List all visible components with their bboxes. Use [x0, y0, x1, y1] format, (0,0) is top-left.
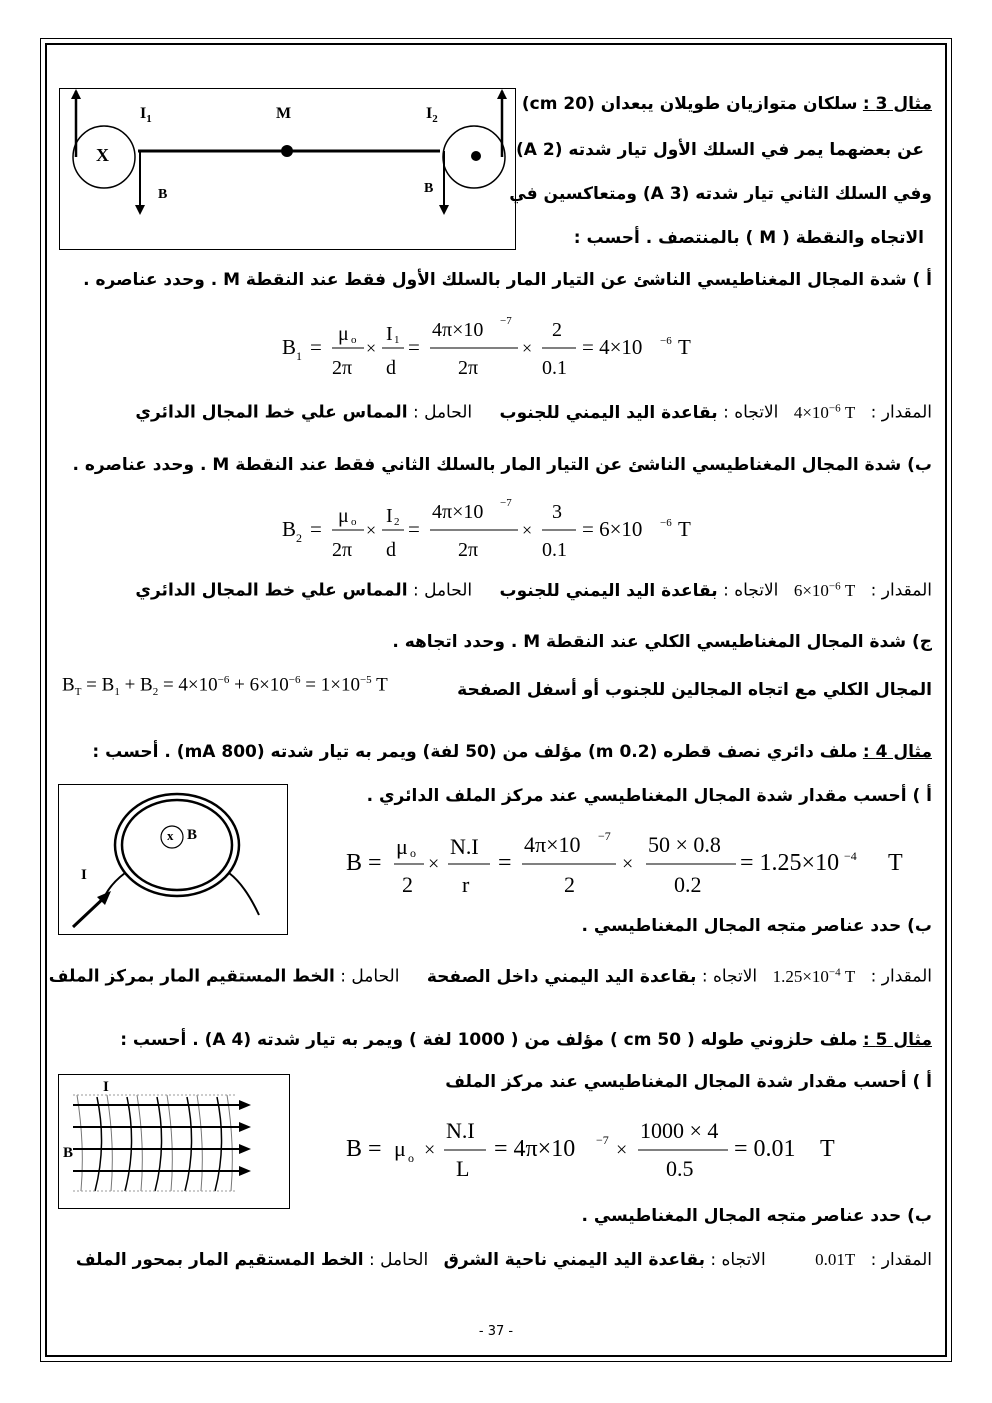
circular-coil-figure	[59, 785, 287, 934]
direction-label: الاتجاه :	[723, 580, 779, 601]
current-label: I	[81, 867, 87, 883]
current-label: I	[103, 1079, 109, 1095]
svg-text:o: o	[351, 334, 357, 346]
equation-b1	[280, 312, 710, 380]
equation-circular-coil	[344, 826, 914, 902]
svg-text:o: o	[351, 516, 357, 528]
svg-text:μ: μ	[338, 505, 349, 527]
svg-text:I: I	[386, 505, 393, 527]
svg-text:r: r	[462, 872, 470, 897]
svg-text:×: ×	[522, 520, 533, 540]
ex3-question-b: ب) شدة المجال المغناطيسي الناشئ عن التيار المار بالسلك الثاني فقط عند النقطة M . وحدد عناصره .	[72, 455, 932, 475]
svg-text:4π×10: 4π×10	[432, 501, 484, 523]
svg-text:T: T	[678, 517, 691, 541]
direction-value: بقاعدة اليد اليمني ناحية الشرق	[443, 1250, 705, 1270]
svg-text:1000 × 4: 1000 × 4	[640, 1118, 719, 1143]
ex5-title: مثال 5 :	[862, 1030, 932, 1050]
parallel-wires-diagram	[59, 88, 516, 250]
magnitude-value: 0.01T	[815, 1250, 856, 1269]
svg-text:−6: −6	[660, 335, 672, 347]
svg-text:d: d	[386, 357, 396, 379]
svg-text:1: 1	[296, 349, 302, 363]
svg-text:1: 1	[394, 334, 400, 346]
svg-text:o: o	[408, 1151, 414, 1165]
svg-text:×: ×	[424, 1139, 436, 1161]
carrier-label: الحامل :	[369, 1250, 429, 1270]
svg-text:B: B	[282, 517, 297, 541]
direction-label: الاتجاه :	[710, 1250, 766, 1270]
svg-text:50 × 0.8: 50 × 0.8	[648, 832, 721, 857]
svg-text:0.1: 0.1	[542, 539, 567, 561]
total-field-direction: المجال الكلي مع اتجاه المجالين للجنوب أو أسفل الصفحة	[457, 680, 932, 700]
svg-text:0.5: 0.5	[666, 1156, 694, 1181]
svg-text:=: =	[408, 517, 420, 541]
into-page-label: X	[96, 145, 109, 165]
current-label-i1: $I_1$	[140, 105, 152, 126]
svg-text:=: =	[408, 335, 420, 359]
ex3-answer-a	[135, 402, 932, 423]
svg-text:= 6×10: = 6×10	[582, 517, 643, 541]
ex3-intro-3: وفي السلك الثاني تيار شدته (3 A) ومتعاكسين في	[509, 184, 932, 204]
ex5-question-b: ب) حدد عناصر متجه المجال المغناطيسي .	[581, 1206, 932, 1226]
carrier-value: الخط المستقيم المار بمحور الملف	[75, 1250, 364, 1270]
magnitude-label: المقدار :	[870, 1250, 932, 1270]
svg-text:2π: 2π	[332, 357, 353, 379]
svg-text:N.I: N.I	[450, 834, 479, 859]
svg-text:2: 2	[296, 531, 302, 545]
svg-text:×: ×	[428, 853, 440, 875]
ex4-question-b: ب) حدد عناصر متجه المجال المغناطيسي .	[581, 916, 932, 936]
svg-text:= 0.01: = 0.01	[734, 1136, 796, 1162]
ex3-line1	[522, 94, 932, 114]
svg-text:μ: μ	[394, 1136, 406, 1161]
svg-text:d: d	[386, 539, 396, 561]
ex3-question-a: أ ) شدة المجال المغناطيسي الناشئ عن التيار المار بالسلك الأول فقط عند النقطة M . وحدد عناصره .	[83, 270, 932, 290]
ex3-intro-4: الاتجاه والنقطة ( M ) بالمنتصف . أحسب :	[573, 228, 924, 248]
direction-value: بقاعدة اليد اليمني داخل الصفحة	[426, 966, 697, 987]
svg-text:−7: −7	[500, 315, 512, 327]
svg-text:−7: −7	[596, 1133, 609, 1147]
svg-text:4π×10: 4π×10	[524, 832, 581, 857]
magnitude-label: المقدار :	[870, 966, 932, 987]
svg-text:o: o	[410, 846, 416, 860]
carrier-value: الخط المستقيم المار بمركز الملف	[48, 966, 335, 987]
carrier-value: المماس علي خط المجال الدائري	[135, 402, 408, 423]
svg-text:2: 2	[564, 872, 575, 897]
ex4-question-a: أ ) أحسب مقدار شدة المجال المغناطيسي عند مركز الملف الدائري .	[366, 786, 932, 806]
ex5-answer	[76, 1250, 932, 1270]
svg-text:=: =	[310, 335, 322, 359]
svg-text:−4: −4	[844, 849, 857, 863]
svg-text:−7: −7	[598, 829, 611, 843]
ex4-intro: ملف دائري نصف قطره (0.2 m) مؤلف من (50 لفة) ويمر به تيار شدته (800 mA) . أحسب :	[92, 742, 858, 762]
svg-text:2π: 2π	[332, 539, 353, 561]
svg-text:μ: μ	[338, 323, 349, 345]
ex3-intro-2: عن بعضهما يمر في السلك الأول تيار شدته (2 A)	[516, 140, 924, 160]
magnitude-value: $4\times 10^{-6}$ T	[793, 402, 856, 422]
page-number: - 37 -	[478, 1324, 514, 1339]
direction-value: بقاعدة اليد اليمني للجنوب	[499, 402, 718, 423]
ex3-question-c: ج) شدة المجال المغناطيسي الكلي عند النقطة M . وحدد اتجاهه .	[392, 632, 932, 652]
into-page-symbol: x	[167, 828, 174, 843]
ex4-title: مثال 4 :	[862, 742, 932, 762]
magnitude-label: المقدار :	[870, 580, 932, 601]
svg-text:B: B	[282, 335, 297, 359]
magnitude-value: $1.25\times 10^{-4}$ T	[772, 966, 856, 986]
equation-total: $B_T = B_1 + B_2 = 4\times 10^{-6} + 6\times 10^{-6} = 1\times 10^{-5}$ T	[62, 674, 388, 699]
svg-text:2π: 2π	[458, 539, 479, 561]
carrier-label: الحامل :	[412, 580, 473, 601]
solenoid-diagram	[58, 1074, 290, 1209]
ex4-answer	[49, 966, 932, 987]
svg-text:3: 3	[552, 501, 562, 523]
svg-text:×: ×	[522, 338, 533, 358]
svg-text:=: =	[498, 850, 512, 876]
svg-text:=: =	[310, 517, 322, 541]
svg-text:= 4π×10: = 4π×10	[494, 1136, 576, 1162]
svg-text:T: T	[820, 1136, 835, 1162]
svg-text:2: 2	[394, 516, 400, 528]
carrier-label: الحامل :	[340, 966, 400, 987]
svg-text:×: ×	[366, 520, 377, 540]
carrier-value: المماس علي خط المجال الدائري	[135, 580, 408, 601]
svg-text:−7: −7	[500, 497, 512, 509]
svg-text:B =: B =	[346, 1136, 382, 1162]
svg-text:L: L	[456, 1156, 470, 1181]
svg-text:0.2: 0.2	[674, 872, 702, 897]
svg-text:×: ×	[366, 338, 377, 358]
direction-value: بقاعدة اليد اليمني للجنوب	[499, 580, 718, 601]
field-label-left: B	[158, 187, 168, 202]
magnitude-label: المقدار :	[870, 402, 932, 423]
direction-label: الاتجاه :	[701, 966, 758, 987]
svg-text:I: I	[386, 323, 393, 345]
current-label-i2: $I_2$	[426, 105, 438, 126]
svg-text:T: T	[678, 335, 691, 359]
field-label: B	[63, 1145, 74, 1161]
svg-text:2: 2	[552, 319, 562, 341]
svg-text:×: ×	[616, 1139, 628, 1161]
magnitude-value: $6\times 10^{-6}$ T	[793, 580, 856, 600]
svg-text:0.1: 0.1	[542, 357, 567, 379]
circular-coil-diagram	[58, 784, 288, 935]
direction-label: الاتجاه :	[723, 402, 779, 423]
field-label-right: B	[424, 181, 434, 196]
point-label-m: M	[276, 105, 292, 122]
carrier-label: الحامل :	[412, 402, 473, 423]
svg-text:−6: −6	[660, 517, 672, 529]
svg-text:= 1.25×10: = 1.25×10	[740, 850, 840, 876]
field-label: B	[187, 827, 198, 843]
svg-text:2: 2	[402, 872, 413, 897]
ex3-answer-b	[135, 580, 932, 601]
equation-solenoid	[344, 1112, 844, 1188]
svg-text:4π×10: 4π×10	[432, 319, 484, 341]
svg-text:N.I: N.I	[446, 1118, 475, 1143]
svg-text:2π: 2π	[458, 357, 479, 379]
ex5-question-a: أ ) أحسب مقدار شدة المجال المغناطيسي عند مركز الملف	[445, 1072, 932, 1092]
svg-text:μ: μ	[396, 834, 408, 859]
svg-text:B =: B =	[346, 850, 382, 876]
equation-b2	[280, 494, 710, 562]
ex5-intro: ملف حلزوني طوله ( 50 cm ) مؤلف من ( 1000 لفة ) ويمر به تيار شدته (4 A) . أحسب :	[120, 1030, 858, 1050]
solenoid-figure	[59, 1075, 289, 1208]
ex3-intro-1: سلكان متوازيان طويلان يبعدان (20 cm)	[521, 94, 858, 114]
ex3-title: مثال 3 :	[862, 94, 932, 114]
svg-text:= 4×10: = 4×10	[582, 335, 643, 359]
ex5-line1	[120, 1030, 932, 1050]
svg-text:T: T	[888, 850, 903, 876]
ex4-line1	[92, 742, 932, 762]
svg-text:×: ×	[622, 853, 634, 875]
